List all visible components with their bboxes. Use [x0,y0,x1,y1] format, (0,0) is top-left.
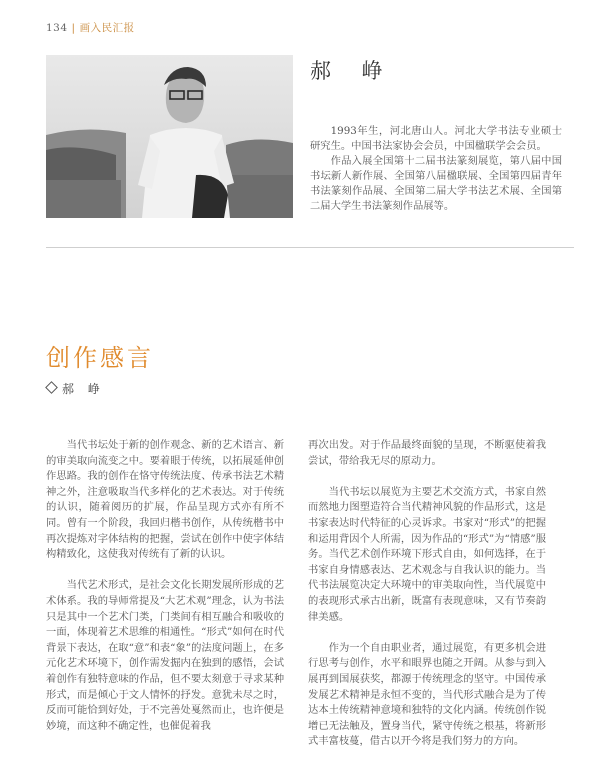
diamond-icon [45,381,58,394]
portrait-photo [46,55,293,218]
article-column-left [46,438,284,750]
author-name: 郝 峥 [310,59,395,83]
article-paragraph: 作为一个自由职业者，通过展览，有更多机会进行思考与创作，水平和眼界也随之开阔。从参与到入展再到国展获奖，都源于传统理念的坚守。中国传承发展艺术精神是永恒不变的，当代形式融合是为了传达本土传统精神意境和独特的文化内涵。传统创作锐增已无法触及，置身当代，紧守传统之根基，将新形式丰富枝蔓，借古以开今将是我们努力的方向。 [308,641,546,748]
article-paragraph: 当代书坛以展览为主要艺术交流方式，书家自然而然地力图塑造符合当代精神风貌的作品形式，这是书家表达时代特征的心灵诉求。书家对“形式”的把握和运用背因个人所需，因为作品的“形式”为“情感”服务。当代艺术创作环境下形式自由，如何选择，在于书家自身情感表达、艺术观念与自我认识的能力。当代书法展览决定大环境中的审美取向性，当代展览中的表现形式承古出新，既富有表现意味，又有节奏韵律美感。 [308,485,546,623]
page-number: 134 [46,22,68,34]
article-column-right [308,438,546,765]
publication-name: 画入民汇报 [79,22,135,34]
page-header [46,20,135,35]
article-paragraph: 当代艺术形式，是社会文化长期发展所形成的艺术体系。我的导师常提及“大艺术观”理念，认为书法只是其中一个艺术门类，门类间有相互融合和吸收的一面，体现着艺术思维的相通性。“形式”如何在时代背景下表达，在取“意”和表“象”的法度问题上，在多元化艺术环境下，创作需发掘内在独到的感悟，会试着创作有独特意味的作品，但不要太刻意于寻求某种形式，而是倾心于文人情怀的抒发。意犹未尽之时，反而可能恰到好处，于不完善处戛然而止，也许便是妙境，而这种不确定性，也催促着我 [46,579,284,732]
article-byline [47,380,105,397]
portrait-image [46,55,293,218]
author-bio [310,124,562,214]
article-title: 创作感言 [46,344,154,372]
article-paragraph: 再次出发。对于作品最终面貌的呈现，不断驱使着我尝试，带给我无尽的原动力。 [308,439,546,467]
article-paragraph: 当代书坛处于新的创作观念、新的艺术语言、新的审美取向流变之中。要着眼于传统，以拓展延伸创作思路。我的创作在恪守传统法度、传承书法艺术精神之外，注意吸取当代多样化的艺术表达。对于传统的认识，随着阅历的扩展，作品呈现方式亦有所不同。曾有一个阶段，我回归楷书创作，从传统楷书中再次提炼对字体结构的把握，尝试在创作中使字体结构精致化，这使我对传统有了新的认识。 [46,439,284,561]
header-separator: | [71,22,76,34]
byline-author: 郝 峥 [62,382,105,396]
section-divider [46,247,574,248]
bio-paragraph: 1993年生，河北唐山人。河北大学书法专业硕士研究生。中国书法家协会会员，中国楹联学会会员。 [310,125,562,152]
bio-paragraph: 作品入展全国第十二届书法篆刻展览，第八届中国书坛新人新作展、全国第八届楹联展、全国第四届青年书法篆刻作品展、全国第二届大学书法艺术展、全国第二届大学生书法篆刻作品展等。 [310,155,562,212]
